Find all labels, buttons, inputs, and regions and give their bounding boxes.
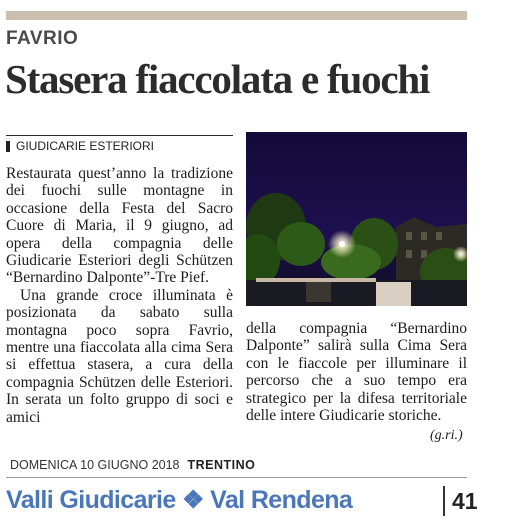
- article-paragraph-1: Restaurata quest’anno la tradizione dei fuochi sulle montagne in occasione della Festa del Sacro Cuore di Maria, il 9 giugno, ad opera della compagnia delle Giudicarie Esteriori degli Schützen “Bernardino Dalponte”-Tre Pief.: [6, 165, 233, 287]
- section-marker-icon: [6, 141, 10, 152]
- footer-dateline: [10, 458, 255, 472]
- footer-publication: TRENTINO: [187, 458, 256, 472]
- section-banner: Valli Giudicarie ❖ Val Rendena: [6, 486, 353, 514]
- article-paragraph-2: Una grande croce illuminata è posizionata da sabato sulla montagna poco sopra Favrio, mentre una fiaccolata alla cima Sera si effettua stasera, a cura della compagnia Schützen delle Esteriori. In serata un folto gruppo di soci e amici: [6, 286, 233, 426]
- article-column-2: della compagnia “Bernardino Dalponte” salirà sulla Cima Sera con le fiaccole per illuminare il percorso che a suo tempo era strategico per la difesa territoriale delle intere Giudicarie storiche.: [246, 320, 467, 425]
- banner-separator: [443, 486, 445, 516]
- article-column-1: [6, 165, 233, 426]
- section-rule: [6, 135, 233, 136]
- page-number: 41: [452, 488, 478, 514]
- kicker: FAVRIO: [6, 28, 79, 49]
- headline: Stasera fiaccolata e fuochi: [5, 56, 430, 102]
- night-photo: [246, 132, 467, 306]
- author-signature: (g.ri.): [430, 428, 463, 443]
- section-label-text: GIUDICARIE ESTERIORI: [16, 139, 155, 153]
- top-rule: [6, 11, 467, 20]
- footer-date: DOMENICA 10 GIUGNO 2018: [10, 458, 180, 472]
- section-label: [6, 139, 154, 153]
- footer-rule: [6, 477, 467, 478]
